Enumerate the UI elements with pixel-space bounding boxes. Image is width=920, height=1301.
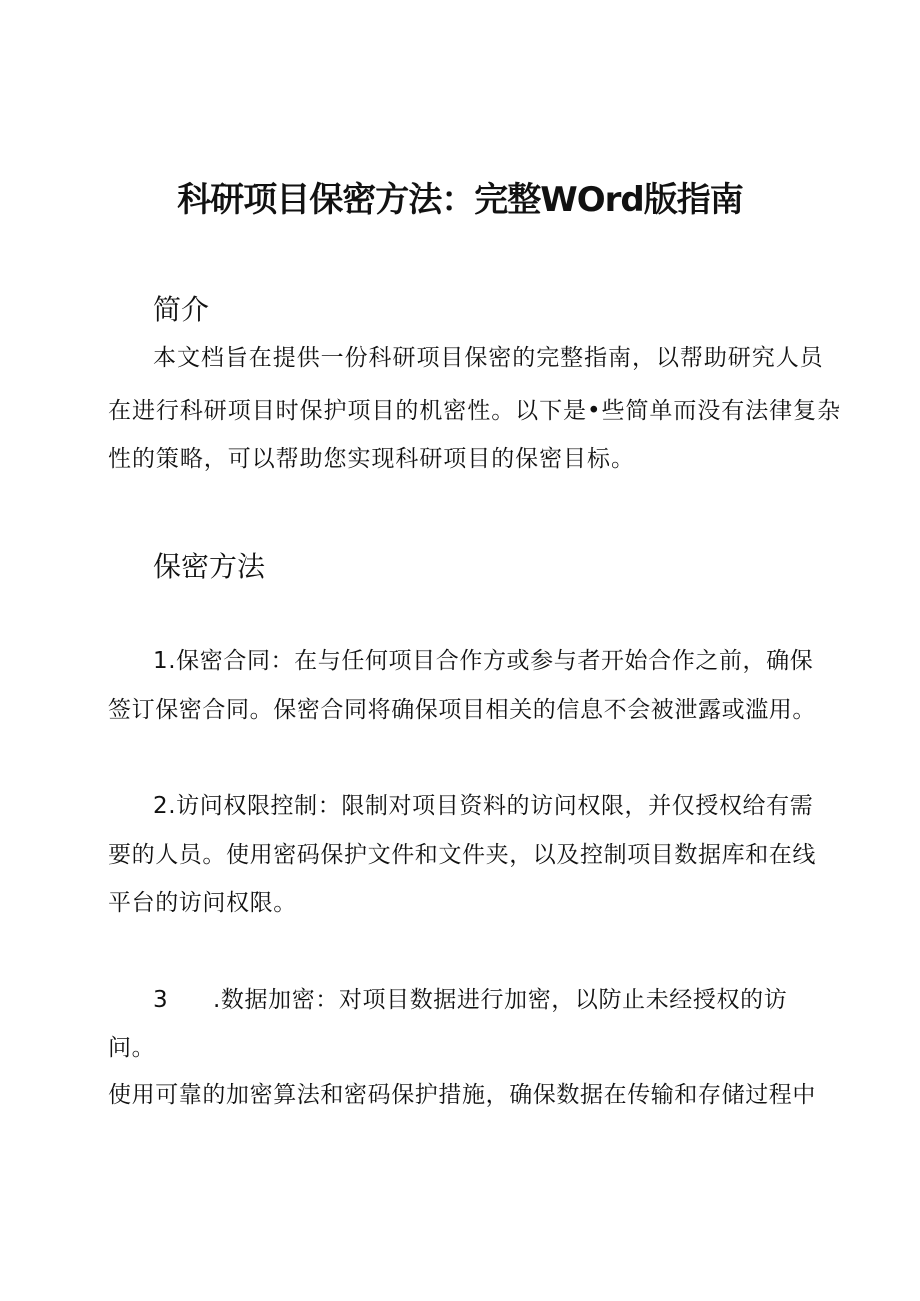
method-2-line: 2.访问权限控制：限制对项目资料的访问权限，并仅授权给有需 [153,793,814,819]
method-2-line: 平台的访问权限。 [108,890,297,916]
intro-line: 在进行科研项目时保护项目的机密性。以下是•些简单而没有法律复杂 [108,398,842,424]
intro-heading: 简介 [153,293,210,326]
method-1-line: 签订保密合同。保密合同将确保项目相关的信息不会被泄露或滥用。 [108,697,816,723]
method-3-line: .数据加密：对项目数据进行加密，以防止未经授权的访 [213,987,788,1013]
intro-line: 性的策略，可以帮助您实现科研项目的保密目标。 [108,446,635,472]
method-3-line: 使用可靠的加密算法和密码保护措施，确保数据在传输和存储过程中 [108,1082,816,1108]
document-title: 科研项目保密方法：完整WOrd版指南 [177,180,743,220]
intro-line: 本文档旨在提供一份科研项目保密的完整指南，以帮助研究人员 [153,345,824,371]
methods-heading: 保密方法 [153,550,266,583]
method-1-line: 1.保密合同：在与任何项目合作方或参与者开始合作之前，确保 [153,648,814,674]
method-3-line: 问。 [108,1035,156,1061]
method-2-line: 要的人员。使用密码保护文件和文件夹，以及控制项目数据库和在线 [108,842,816,868]
method-3-number: 3 [153,987,168,1013]
